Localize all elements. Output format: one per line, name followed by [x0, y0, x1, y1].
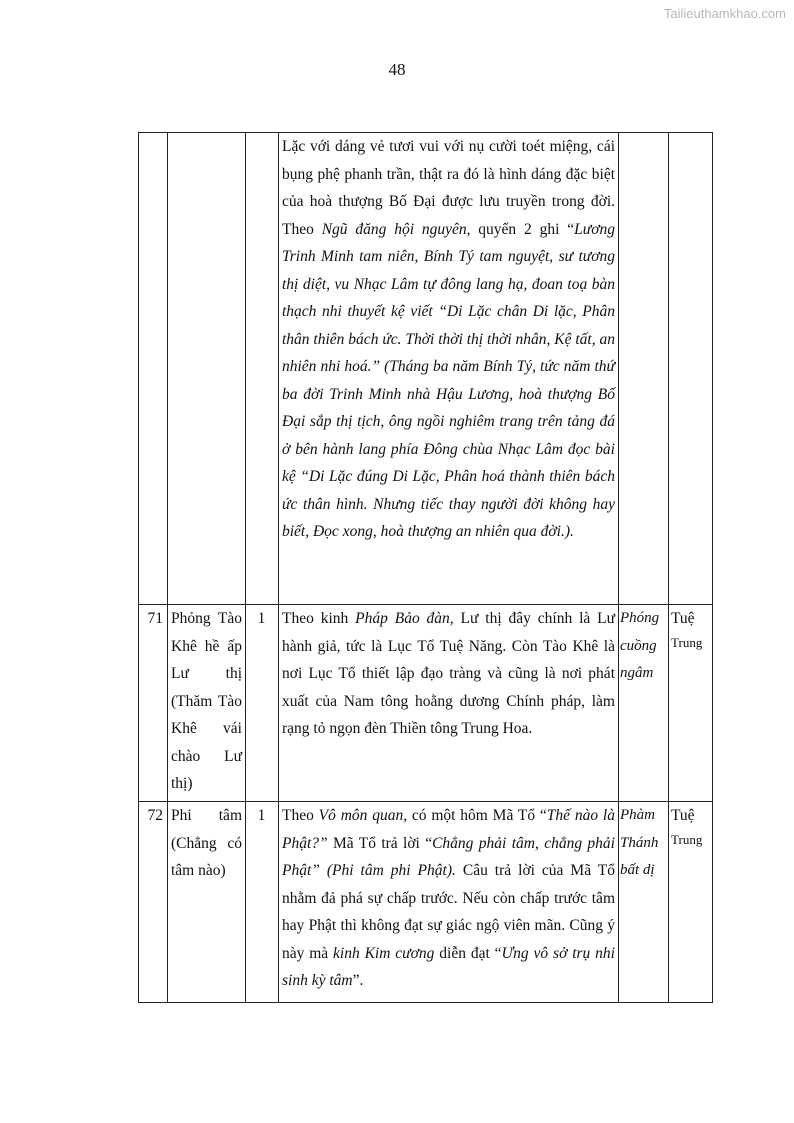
author-name-1: Tuệ — [671, 610, 695, 627]
table-row — [139, 802, 713, 1003]
italic-text: kinh Kim cương — [333, 944, 435, 962]
cell-style-empty — [619, 133, 669, 605]
italic-text: Pháp Bảo đàn, — [355, 610, 454, 627]
text: Mã Tổ trả lời “ — [327, 834, 433, 852]
text: Theo — [282, 807, 319, 824]
text: Câu trả lời của Mã Tổ nhằm đả phá sự chấp trước. Nếu còn chấp trước tâm hay Phật thì không đạt sự giác ngộ viên mãn. Cũng ý này mà — [282, 862, 615, 962]
poem-style: Phàm Thánh bất dị — [619, 802, 669, 1003]
cell-commentary — [279, 605, 619, 802]
italic-text: Chẳng phải tâm, chẳng phải Phật” (Phi tâm phi Phật). — [282, 834, 615, 879]
italic-text: Thế nào là Phật?” — [282, 807, 615, 852]
author-name-1: Tuệ — [671, 807, 695, 824]
watermark: Tailieuthamkhao.com — [663, 6, 786, 21]
author — [669, 605, 713, 802]
cell-count-empty — [246, 133, 279, 605]
row-number: 71 — [139, 605, 168, 802]
poem-table — [138, 132, 713, 1003]
poem-count: 1 — [246, 802, 279, 1003]
poem-title: Phi tâm (Chẳng có tâm nào) — [168, 802, 246, 1003]
table-row-continuation — [139, 133, 713, 605]
italic-text: Lương Trinh Minh tam niên, Bính Tý tam nguyệt, sư tương thị diệt, vu Nhạc Lâm tự đông lang hạ, đoan toạ bàn thạch nhi thuyết kệ viết “Di Lặc chân Di lặc, Phân thân thiên bách ức. Thời thời thị thời nhân, Kệ tất, an nhiên nhi hoá.” (Tháng ba năm Bính Tý, tức năm thứ ba đời Trinh Minh nhà Hậu Lương, hoà thượng Bố Đại sắp thị tịch, ông ngồi nghiêm trang trên tảng đá ở bên hành lang phía Đông chùa Nhạc Lâm đọc bài kệ “Di Lặc đúng Di Lặc, Phân hoá thành thiên bách ức thân hình. Nhưng tiếc thay người đời không hay biết, Đọc xong, hoà thượng an nhiên qua đời.). — [282, 220, 615, 540]
text: Lặc với dáng vẻ tươi vui với nụ cười toét miệng, cái bụng phệ phanh trần, thật ra đó là hình dáng đặc biệt của hoà thượng Bố Đại được lưu truyền trong đời. Theo — [282, 138, 615, 238]
italic-text: Ưng vô sở trụ nhi sinh kỳ tâm — [282, 944, 615, 989]
author-name-2: Trung — [671, 634, 703, 650]
cell-commentary — [279, 133, 619, 605]
text: có một hôm Mã Tổ “ — [407, 807, 547, 824]
text: Lư thị đây chính là Lư hành giả, tức là Lục Tổ Tuệ Năng. Còn Tào Khê là nơi Lục Tổ thiết lập đạo tràng và cũng là nơi phát xuất của Nam tông hoằng dương Chính pháp, làm rạng tỏ ngọn đèn Thiền tông Trung Hoa. — [282, 610, 615, 737]
text: Theo kinh — [282, 610, 356, 627]
cell-num-empty — [139, 133, 168, 605]
author — [669, 802, 713, 1003]
poem-style: Phóng cuồng ngâm — [619, 605, 669, 802]
row-number: 72 — [139, 802, 168, 1003]
author-name-2: Trung — [671, 831, 703, 847]
poem-title: Phỏng Tào Khê hề ấp Lư thị (Thăm Tào Khê vái chào Lư thị) — [168, 605, 246, 802]
text: quyển 2 ghi “ — [470, 220, 575, 238]
page-number: 48 — [388, 60, 406, 79]
poem-count: 1 — [246, 605, 279, 802]
text: diễn đạt “ — [434, 944, 502, 962]
italic-text: Vô môn quan, — [318, 807, 408, 824]
cell-commentary — [279, 802, 619, 1003]
table-row — [139, 605, 713, 802]
italic-text: Ngũ đăng hội nguyên, — [321, 220, 471, 238]
cell-author-empty — [669, 133, 713, 605]
text: ”. — [352, 972, 364, 989]
cell-title-empty — [168, 133, 246, 605]
